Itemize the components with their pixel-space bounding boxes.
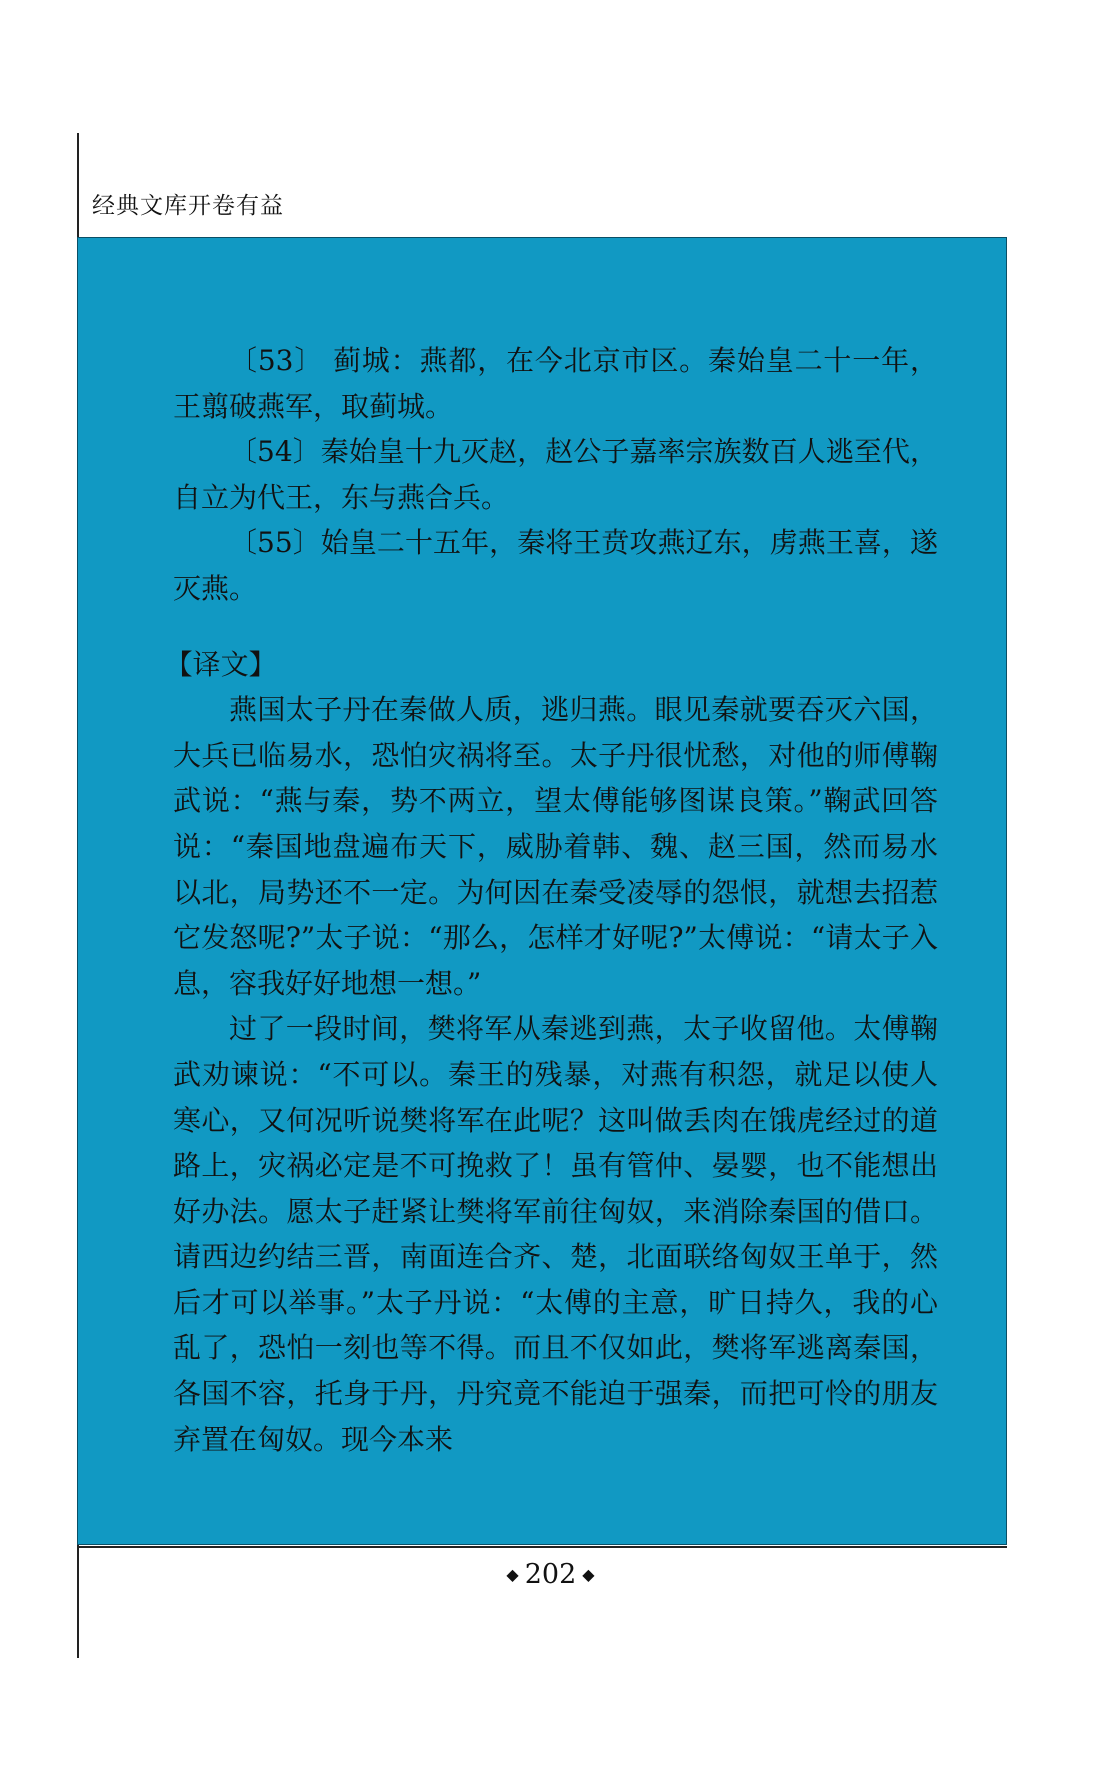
note-53: 〔53〕 蓟城：燕都，在今北京市区。秦始皇二十一年，王翦破燕军，取蓟城。	[173, 344, 938, 423]
note-54: 〔54〕秦始皇十九灭赵，赵公子嘉率宗族数百人逃至代，自立为代王，东与燕合兵。	[173, 435, 938, 514]
diamond-left-icon: ◆	[506, 1565, 519, 1584]
page-content	[164, 338, 938, 1462]
translation-paragraph-2: 过了一段时间，樊将军从秦逃到燕，太子收留他。太傅鞠武劝谏说：“不可以。秦王的残暴，对燕有积怨，就足以使人寒心，又何况听说樊将军在此呢？这叫做丢肉在饿虎经过的道路上，灾祸必定是不可挽救了！虽有管仲、晏婴，也不能想出好办法。愿太子赶紧让樊将军前往匈奴，来消除秦国的借口。请西边约结三晋，南面连合齐、楚，北面联络匈奴王单于，然后才可以举事。”太子丹说：“太傅的主意，旷日持久，我的心乱了，恐怕一刻也等不得。而且不仅如此，樊将军逃离秦国，各国不容，托身于丹，丹究竟不能迫于强秦，而把可怜的朋友弃置在匈奴。现今本来	[173, 1012, 938, 1456]
translation-paragraph-1: 燕国太子丹在秦做人质，逃归燕。眼见秦就要吞灭六国，大兵已临易水，恐怕灾祸将至。太子丹很忧愁，对他的师傅鞠武说：“燕与秦，势不两立，望太傅能够图谋良策。”鞠武回答说：“秦国地盘遍布天下，威胁着韩、魏、赵三国，然而易水以北，局势还不一定。为何因在秦受凌辱的怨恨，就想去招惹它发怒呢?”太子说：“那么，怎样才好呢?”太傅说：“请太子入息，容我好好地想一想。”	[173, 693, 938, 1000]
diamond-right-icon: ◆	[582, 1565, 595, 1584]
running-header-title: 经典文库开卷有益	[92, 193, 284, 219]
footer-rule	[77, 1546, 1007, 1548]
translation-heading: 【译文】	[164, 647, 277, 681]
note-55: 〔55〕始皇二十五年，秦将王贲攻燕辽东，虏燕王喜，遂灭燕。	[173, 526, 938, 605]
page-number-value: 202	[524, 1559, 577, 1590]
page-number	[0, 1557, 1101, 1593]
